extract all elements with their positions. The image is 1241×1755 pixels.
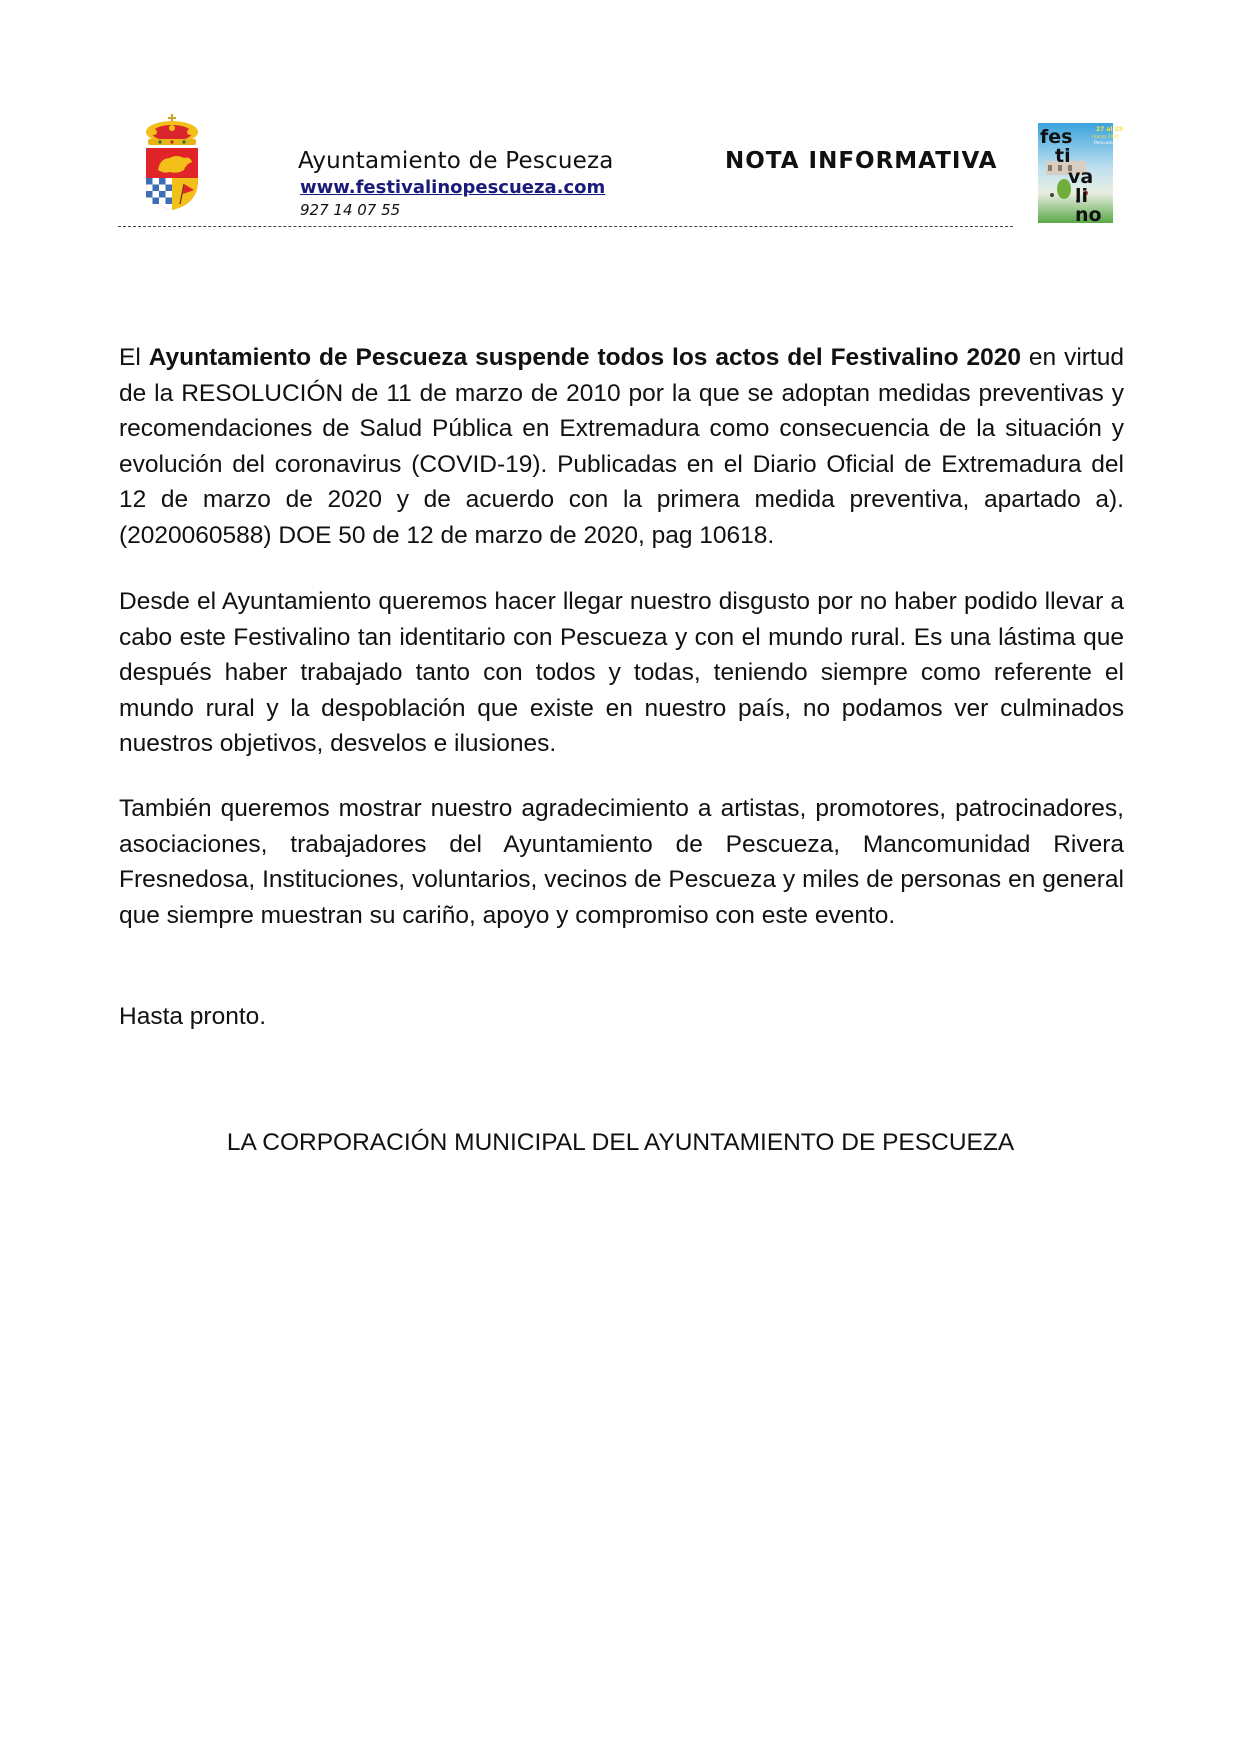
festivalino-poster-logo	[1038, 123, 1123, 226]
svg-text:no: no	[1075, 204, 1102, 226]
svg-text:Pescueza: Pescueza	[1094, 141, 1115, 146]
svg-text:li: li	[1075, 185, 1089, 207]
organization-name: Ayuntamiento de Pescueza	[298, 148, 614, 174]
svg-text:va: va	[1068, 166, 1094, 188]
p1-bold-statement: Ayuntamiento de Pescueza suspende todos los actos del Festivalino 2020	[148, 344, 1021, 371]
paragraph-regret: Desde el Ayuntamiento queremos hacer llegar nuestro disgusto por no haber podido llevar a cabo este Festivalino tan identitario con Pescueza y con el mundo rural. Es una lástima que después haber trabajado tanto con todos y todas, teniendo siempre como referente el mundo rural y la despoblación que existe en nuestro país, no podamos ver culminados nuestros objetivos, desvelos e ilusiones.	[119, 588, 1124, 757]
svg-text:fes: fes	[1040, 126, 1073, 148]
signature: LA CORPORACIÓN MUNICIPAL DEL AYUNTAMIENTO DE PESCUEZA	[226, 1129, 1015, 1156]
paragraph-farewell: Hasta pronto.	[119, 1003, 267, 1030]
header-divider	[118, 226, 1013, 227]
p1-lead: El	[119, 344, 149, 371]
paragraph-suspension	[119, 340, 1124, 553]
crown-icon	[146, 114, 198, 145]
svg-text:ti: ti	[1055, 145, 1071, 167]
shield-icon	[146, 148, 198, 210]
paragraph-gratitude: También queremos mostrar nuestro agradecimiento a artistas, promotores, patrocinadores, asociaciones, trabajadores del Ayuntamiento de Pescueza, Mancomunidad Rivera Fresnedosa, Instituciones, voluntarios, vecinos de Pescueza y miles de personas en general que siempre muestran su cariño, apoyo y compromiso con este evento.	[119, 795, 1124, 929]
svg-text:27 al 29: 27 al 29	[1096, 126, 1123, 133]
phone-number: 927 14 07 55	[300, 201, 401, 219]
coat-of-arms-logo	[140, 112, 204, 212]
document-type-title: NOTA INFORMATIVA	[725, 148, 998, 174]
svg-text:marzo 2020: marzo 2020	[1092, 135, 1119, 140]
website-link[interactable]: www.festivalinopescueza.com	[300, 177, 606, 198]
p1-rest: en virtud de la RESOLUCIÓN de 11 de marzo de 2010 por la que se adoptan medidas preventivas y recomendaciones de Salud Pública en Extremadura como consecuencia de la situación y evolución del coronavirus (COVID-19). Publicadas en el Diario Oficial de Extremadura del 12 de marzo de 2020 y de acuerdo con la primera medida preventiva, apartado a). (2020060588) DOE 50 de 12 de marzo de 2020, pag 10618.	[119, 344, 1124, 549]
